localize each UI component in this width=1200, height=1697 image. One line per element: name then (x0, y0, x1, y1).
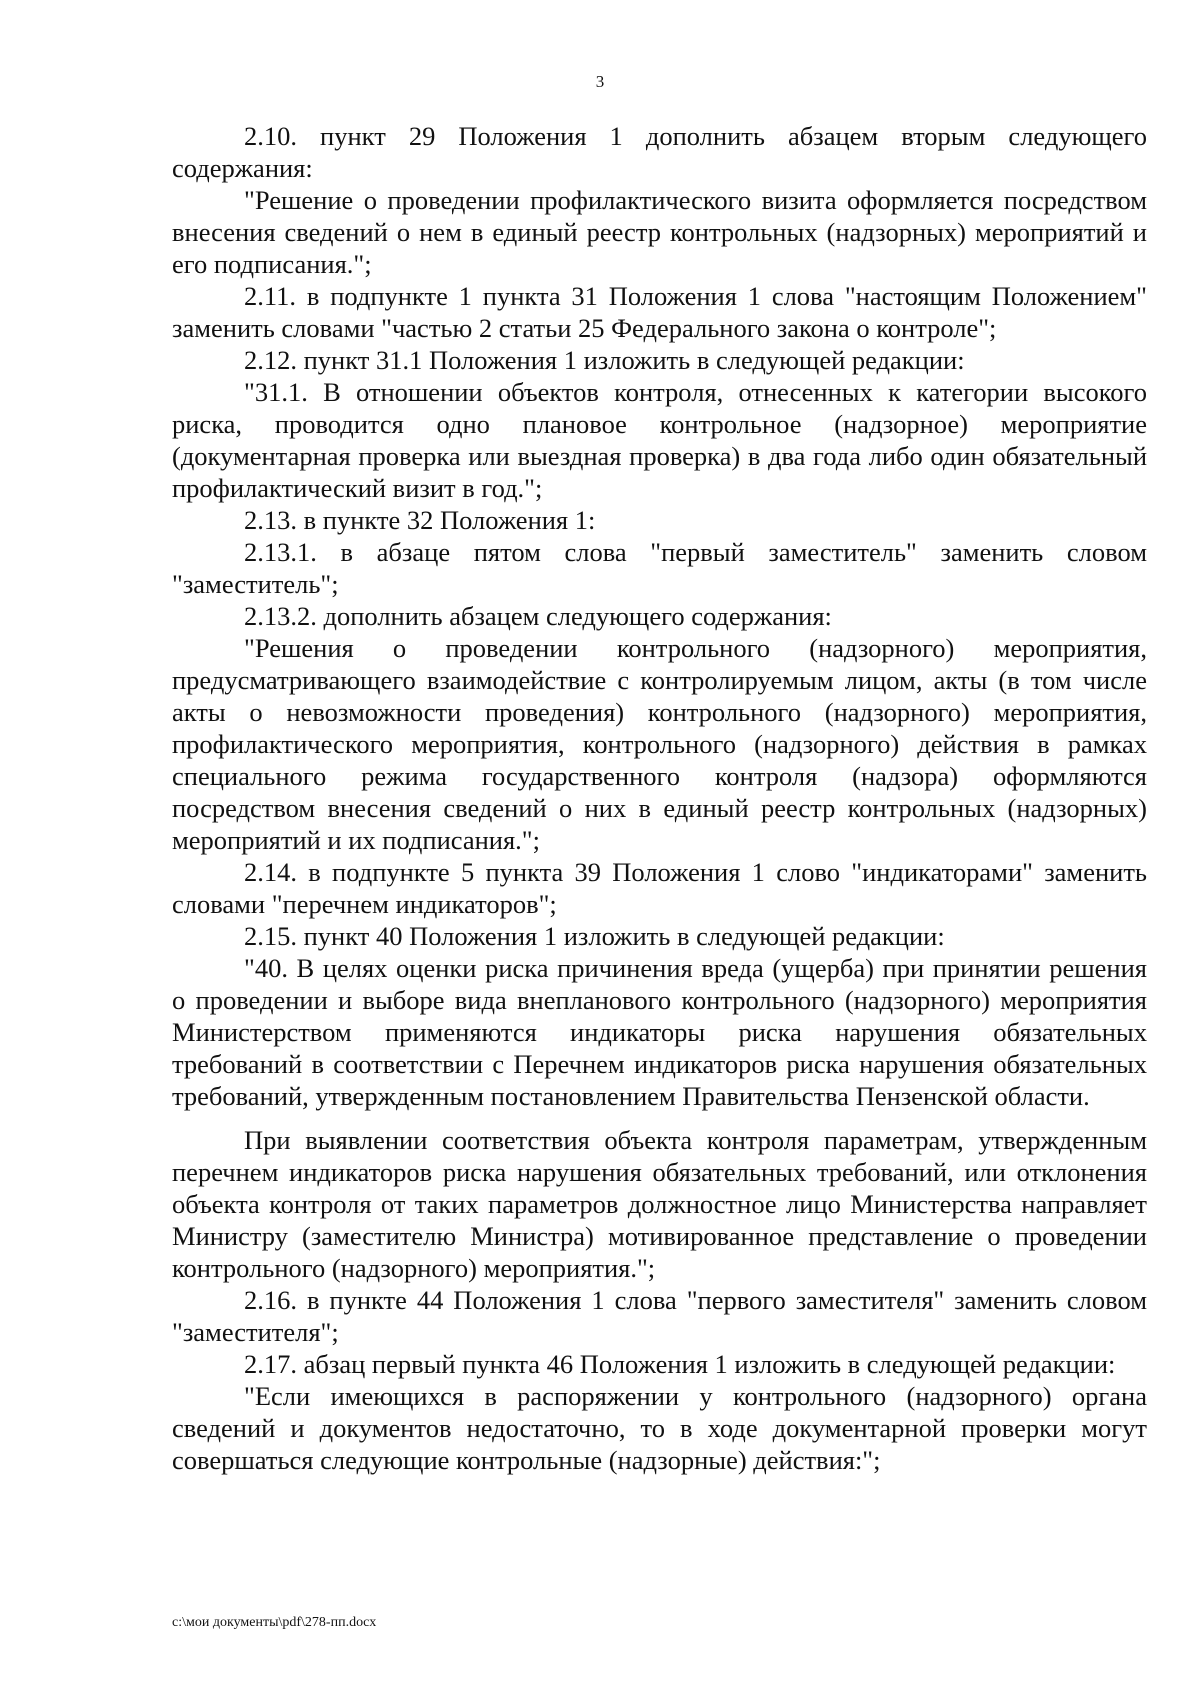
paragraph-2-10-quote: "Решение о проведении профилактического визита оформляется посредством внесения сведений о нем в единый реестр контрольных (надзорных) мероприятий и его подписания."; (172, 185, 1147, 279)
paragraph-2-10: 2.10. пункт 29 Положения 1 дополнить абзацем вторым следующего содержания: (172, 121, 1147, 183)
footer-file-path: c:\мои документы\pdf\278-пп.docx (172, 1615, 377, 1630)
paragraph-2-17-quote: "Если имеющихся в распоряжении у контрольного (надзорного) органа сведений и документов недостаточно, то в ходе документарной проверки могут совершаться следующие контрольные (надзорные) действия:"; (172, 1381, 1147, 1475)
paragraph-2-13-2: 2.13.2. дополнить абзацем следующего содержания: (244, 601, 832, 631)
paragraph-2-13-2-quote: "Решения о проведении контрольного (надзорного) мероприятия, предусматривающего взаимодействие с контролируемым лицом, акты (в том числе акты о невозможности проведения) контрольного (надзорного) мероприятия, профилактического мероприятия, контрольного (надзорного) действия в рамках специального режима государственного контроля (надзора) оформляются посредством внесения сведений о них в единый реестр контрольных (надзорных) мероприятий и их подписания."; (172, 633, 1147, 855)
paragraph-2-12: 2.12. пункт 31.1 Положения 1 изложить в следующей редакции: (244, 345, 965, 375)
paragraph-2-15-quote: "40. В целях оценки риска причинения вреда (ущерба) при принятии решения о проведении и выборе вида внепланового контрольного (надзорного) мероприятия Министерством применяются индикаторы риска нарушения обязательных требований в соответствии с Перечнем индикаторов риска нарушения обязательных требований, утвержденным постановлением Правительства Пензенской области. (172, 953, 1147, 1111)
page-number: 3 (595, 72, 605, 91)
paragraph-2-16: 2.16. в пункте 44 Положения 1 слова "первого заместителя" заменить словом "заместителя"; (172, 1285, 1147, 1347)
paragraph-2-17: 2.17. абзац первый пункта 46 Положения 1 изложить в следующей редакции: (244, 1349, 1116, 1379)
paragraph-2-13: 2.13. в пункте 32 Положения 1: (244, 505, 596, 535)
paragraph-2-12-quote: "31.1. В отношении объектов контроля, отнесенных к категории высокого риска, проводится одно плановое контрольное (надзорное) мероприятие (документарная проверка или выездная проверка) в два года либо один обязательный профилактический визит в год."; (172, 377, 1147, 503)
paragraph-2-11: 2.11. в подпункте 1 пункта 31 Положения 1 слова "настоящим Положением" заменить словами "частью 2 статьи 25 Федерального закона о контроле"; (172, 281, 1147, 343)
document-body (172, 120, 1147, 1476)
paragraph-2-15-quote-continued: При выявлении соответствия объекта контроля параметрам, утвержденным перечнем индикаторов риска нарушения обязательных требований, или отклонения объекта контроля от таких параметров должностное лицо Министерства направляет Министру (заместителю Министра) мотивированное представление о проведении контрольного (надзорного) мероприятия."; (172, 1125, 1147, 1283)
paragraph-2-14: 2.14. в подпункте 5 пункта 39 Положения 1 слово "индикаторами" заменить словами "перечнем индикаторов"; (172, 857, 1147, 919)
paragraph-2-15: 2.15. пункт 40 Положения 1 изложить в следующей редакции: (244, 921, 945, 951)
paragraph-2-13-1: 2.13.1. в абзаце пятом слова "первый заместитель" заменить словом "заместитель"; (172, 537, 1147, 599)
